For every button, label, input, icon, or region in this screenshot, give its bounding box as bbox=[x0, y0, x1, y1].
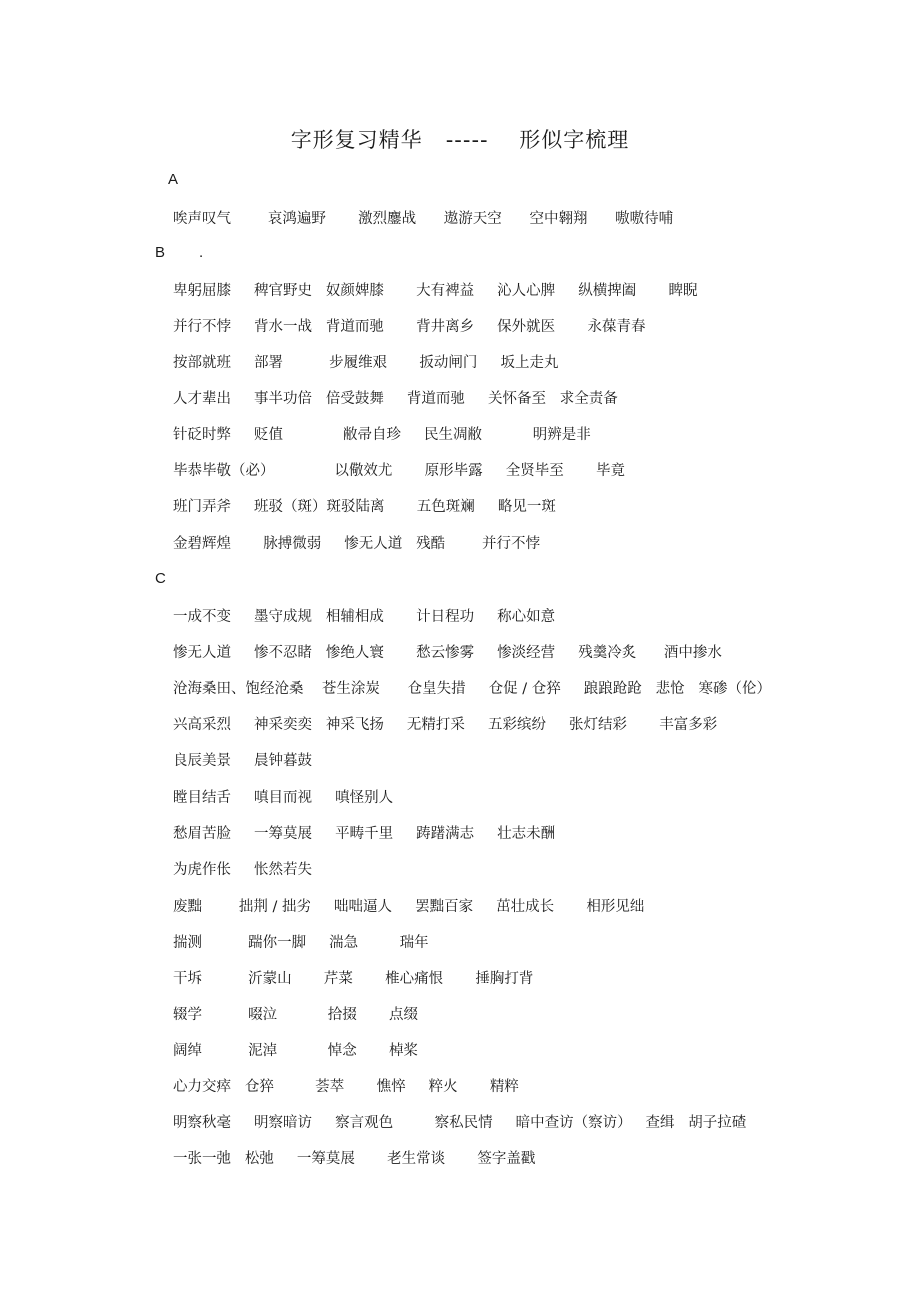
word-line: 一成不变 墨守成规 相辅相成 计日程功 称心如意 bbox=[173, 609, 556, 625]
word-line: 良辰美景 晨钟暮鼓 bbox=[173, 753, 313, 769]
word-line: 针砭时弊 贬值 敝帚自珍 民生凋敝 明辨是非 bbox=[173, 427, 591, 443]
word-line: 揣测 踹你一脚 湍急 瑞年 bbox=[173, 935, 429, 951]
word-line: 金碧辉煌 脉搏微弱 惨无人道 残酷 并行不悖 bbox=[173, 536, 541, 552]
word-line: 并行不悖 背水一战 背道而驰 背井离乡 保外就医 永葆青春 bbox=[173, 319, 646, 335]
word-line: 瞠目结舌 嗔目而视 嗔怪别人 bbox=[173, 790, 394, 806]
word-line: 兴高采烈 神采奕奕 神采飞扬 无精打采 五彩缤纷 张灯结彩 丰富多彩 bbox=[173, 717, 718, 733]
document-title: 字形复习精华 ----- 形似字梳理 bbox=[290, 128, 630, 152]
word-line: 愁眉苦脸 一筹莫展 平畴千里 踌躇满志 壮志未酬 bbox=[173, 826, 556, 842]
word-line: 唉声叹气 哀鸿遍野 激烈鏖战 遨游天空 空中翱翔 嗷嗷待哺 bbox=[173, 211, 674, 227]
section-label-c: C bbox=[155, 570, 166, 587]
section-b-dot: . bbox=[199, 244, 204, 261]
word-line: 阔绰 泥淖 悼念 棹桨 bbox=[173, 1043, 419, 1059]
word-line: 干坼 沂蒙山 芹菜 椎心痛恨 捶胸打背 bbox=[173, 971, 534, 987]
word-line: 为虎作伥 怅然若失 bbox=[173, 862, 313, 878]
word-line: 废黜 拙荆 / 拙劣 咄咄逼人 罢黜百家 茁壮成长 相形见绌 bbox=[173, 899, 645, 915]
word-line: 明察秋毫 明察暗访 察言观色 察私民情 暗中查访（察访） 查缉 胡子拉碴 bbox=[173, 1115, 747, 1131]
section-label-b: B bbox=[155, 244, 166, 261]
word-line: 毕恭毕敬（必） 以儆效尤 原形毕露 全贤毕至 毕竟 bbox=[173, 463, 625, 479]
word-line: 人才辈出 事半功倍 倍受鼓舞 背道而驰 关怀备至 求全责备 bbox=[173, 391, 618, 407]
word-line: 心力交瘁 仓猝 荟萃 憔悴 粹火 精粹 bbox=[173, 1079, 519, 1095]
word-line: 班门弄斧 班驳（斑）斑驳陆离 五色斑斓 略见一斑 bbox=[173, 499, 556, 515]
word-line: 按部就班 部署 步履维艰 扳动闸门 坂上走丸 bbox=[173, 355, 559, 371]
word-line: 卑躬屈膝 稗官野史 奴颜婢膝 大有裨益 沁人心脾 纵横捭阖 睥睨 bbox=[173, 283, 698, 299]
word-line: 惨无人道 惨不忍睹 惨绝人寰 愁云惨雾 惨淡经营 残羹冷炙 酒中掺水 bbox=[173, 645, 722, 661]
word-line: 沧海桑田、饱经沧桑 苍生涂炭 仓皇失措 仓促 / 仓猝 踉踉跄跄 悲怆 寒碜（伦） bbox=[173, 681, 771, 697]
word-line: 辍学 啜泣 拾掇 点缀 bbox=[173, 1007, 419, 1023]
word-line: 一张一弛 松弛 一筹莫展 老生常谈 签字盖戳 bbox=[173, 1151, 536, 1167]
section-label-a: A bbox=[168, 171, 179, 188]
